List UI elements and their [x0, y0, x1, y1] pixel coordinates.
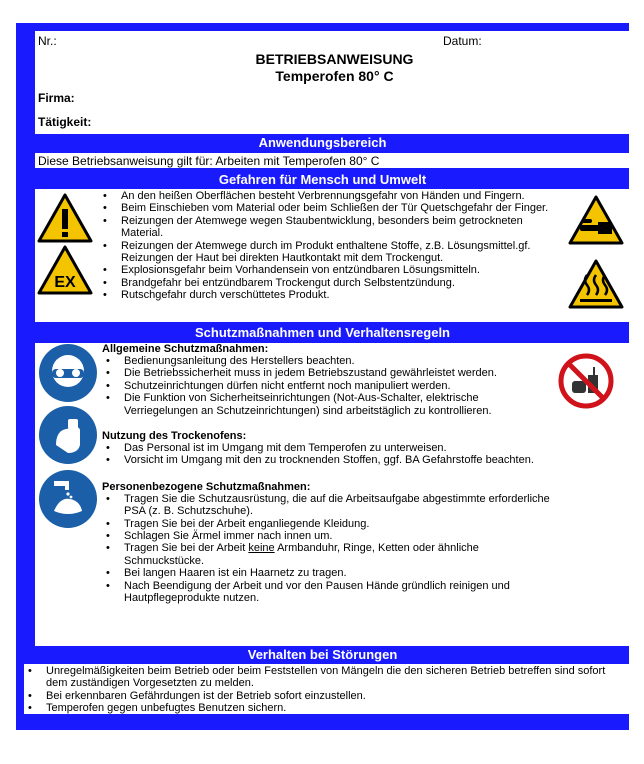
- datum-label: Datum:: [443, 34, 482, 48]
- schutz-content: [102, 343, 552, 605]
- list-item: • Schutzeinrichtungen dürfen nicht entfernt noch manipuliert werden.: [102, 380, 552, 392]
- list-item: • Nach Beendigung der Arbeit und vor den Pausen Hände gründlich reinigen und Hautpflegeprodukte nutzen.: [102, 580, 552, 605]
- ex-sign-text: EX: [54, 274, 76, 291]
- gefahren-list: [99, 190, 561, 302]
- list-item: • Das Personal ist im Umgang mit dem Temperofen zu unterweisen.: [102, 442, 552, 454]
- list-item: • An den heißen Oberflächen besteht Verbrennungsgefahr von Händen und Fingern.: [99, 190, 561, 202]
- list-item: • Die Betriebssicherheit muss in jedem Betriebszustand gewährleistet werden.: [102, 367, 552, 379]
- list-item-armband: [102, 542, 552, 567]
- document-frame: [16, 23, 629, 730]
- armband-keine: keine: [248, 542, 275, 555]
- list-item: • Reizungen der Atemwege durch im Produkt enthaltene Stoffe, z.B. Lösungsmittel.gf. Reizungen der Haut bei direkten Hautkontakt mit dem Trockengut.: [99, 240, 561, 265]
- section-gefahren: Gefahren für Mensch und Umwelt: [16, 171, 629, 188]
- stoerungen-list: [24, 665, 622, 715]
- anwendung-text: Diese Betriebsanweisung gilt für: Arbeiten mit Temperofen 80° C: [38, 154, 380, 168]
- list-item: • Temperofen gegen unbefugtes Benutzen sichern.: [24, 702, 622, 714]
- nr-label: Nr.:: [38, 34, 57, 48]
- nutzung-list: [102, 442, 552, 467]
- nutzung-title: Nutzung des Trockenofens:: [102, 430, 247, 443]
- skin-protection-icon: [38, 405, 98, 465]
- person-list: [102, 493, 552, 605]
- allgemein-list: [102, 355, 552, 417]
- schutz-box: [35, 343, 634, 646]
- list-item: • Beim Einschieben vom Material oder beim Schließen der Tür Quetschgefahr der Finger.: [99, 202, 561, 214]
- section-stoerungen: Verhalten bei Störungen: [16, 646, 629, 663]
- anwendung-box: [35, 153, 634, 168]
- list-item: • Explosionsgefahr beim Vorhandensein von entzündbaren Lösungsmitteln.: [99, 264, 561, 276]
- person-title: Personenbezogene Schutzmaßnahmen:: [102, 480, 311, 493]
- hand-washing-icon: [38, 469, 98, 529]
- page-subtitle: Temperofen 80° C: [275, 68, 394, 84]
- allgemein-title: Allgemeine Schutzmaßnahmen:: [102, 343, 269, 355]
- taetigkeit-label: Tätigkeit:: [38, 115, 92, 129]
- firma-label: Firma:: [38, 91, 75, 105]
- hand-crush-warning-icon: [568, 195, 624, 245]
- general-warning-icon: [37, 193, 93, 243]
- section-anwendungsbereich: Anwendungsbereich: [16, 134, 629, 151]
- eye-protection-icon: [38, 343, 98, 403]
- list-item: • Bei erkennbaren Gefährdungen ist der Betrieb sofort einzustellen.: [24, 690, 622, 702]
- list-item: • Die Funktion von Sicherheitseinrichtungen (Not-Aus-Schalter, elektrische Verriegelungen an Schutzeinrichtungen) sind arbeitstäglich zu kontrollieren.: [102, 392, 552, 417]
- list-item: • Reizungen der Atemwege wegen Staubentwicklung, besonders beim getrockneten Material.: [99, 215, 561, 240]
- list-item: • Tragen Sie bei der Arbeit enganliegende Kleidung.: [102, 518, 552, 530]
- page-title: BETRIEBSANWEISUNG: [255, 51, 414, 67]
- list-item: • Bei langen Haaren ist ein Haarnetz zu tragen.: [102, 567, 552, 579]
- section-schutzmassnahmen: Schutzmaßnahmen und Verhaltensregeln: [16, 324, 629, 341]
- gefahren-box: [35, 189, 634, 322]
- list-item: • Schlagen Sie Ärmel immer nach innen um.: [102, 530, 552, 542]
- no-eating-drinking-icon: [558, 353, 614, 409]
- armband-pre: Tragen Sie bei der Arbeit: [124, 542, 249, 555]
- list-item: • Vorsicht im Umgang mit den zu trocknenden Stoffen, ggf. BA Gefahrstoffe beachten.: [102, 454, 552, 466]
- stoerungen-box: [24, 664, 629, 714]
- armband-post: Armbanduhr, Ringe, Ketten oder ähnliche Schmuckstücke.: [124, 542, 479, 567]
- hot-surface-warning-icon: [568, 259, 624, 309]
- list-item: • Tragen Sie die Schutzausrüstung, die auf die Arbeitsaufgabe abgestimmte erforderliche PSA (z. B. Schutzschuhe).: [102, 493, 552, 518]
- list-item: • Unregelmäßigkeiten beim Betrieb oder beim Feststellen von Mängeln die den sicheren Betrieb betreffen sind sofort dem zuständigen Vorgesetzten zu melden.: [24, 665, 622, 690]
- list-item: • Bedienungsanleitung des Herstellers beachten.: [102, 355, 552, 367]
- header-box: [35, 31, 634, 134]
- explosive-atmosphere-icon: [37, 245, 93, 295]
- list-item: • Brandgefahr bei entzündbarem Trockengut durch Selbstentzündung.: [99, 277, 561, 289]
- list-item: • Rutschgefahr durch verschüttetes Produkt.: [99, 289, 561, 301]
